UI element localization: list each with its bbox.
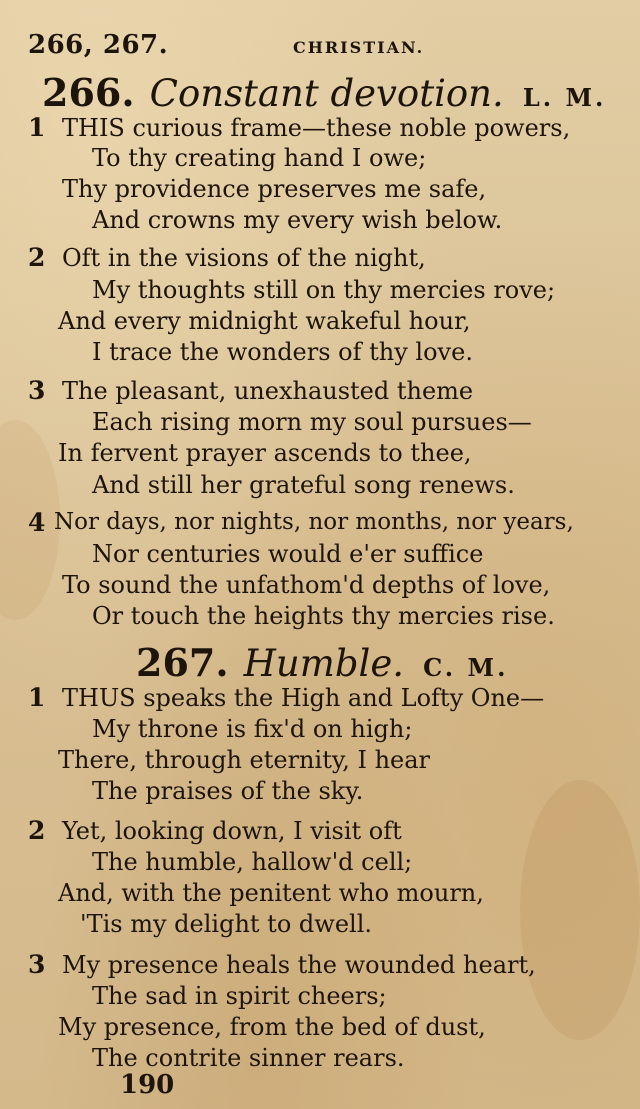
verse-line: Nor days, nor nights, nor months, nor years, <box>54 509 574 535</box>
verse-line: The praises of the sky. <box>92 777 364 805</box>
verse-line: The pleasant, unexhausted theme <box>62 377 474 405</box>
verse-line: Each rising morn my soul pursues— <box>92 408 532 436</box>
verse-line: THIS curious frame—these noble powers, <box>62 114 571 142</box>
verse-line: Or touch the heights thy mercies rise. <box>92 602 555 630</box>
verse-line: And every midnight wakeful hour, <box>58 307 471 335</box>
verse-line: To thy creating hand I owe; <box>92 144 427 172</box>
hymn-meter: L. M. <box>522 83 607 112</box>
verse-line: Nor centuries would e'er suffice <box>92 540 484 568</box>
verse-line: Yet, looking down, I visit oft <box>62 817 402 845</box>
verse-number: 2 <box>28 816 46 845</box>
hymn-267-title <box>136 640 508 685</box>
verse-number: 1 <box>28 683 46 712</box>
verse-line: My presence, from the bed of dust, <box>58 1013 486 1041</box>
header-page-numbers: 266, 267. <box>28 30 169 60</box>
hymn-number: 266. <box>42 70 135 115</box>
verse-line: My throne is fix'd on high; <box>92 715 413 743</box>
hymn-name: Humble. <box>243 642 405 685</box>
verse-line: And crowns my every wish below. <box>92 206 503 234</box>
verse-line: 'Tis my delight to dwell. <box>80 910 372 938</box>
verse-line: My presence heals the wounded heart, <box>62 951 536 979</box>
paper-stain <box>520 780 640 1040</box>
page-header <box>28 30 628 60</box>
verse-line: And, with the penitent who mourn, <box>58 879 484 907</box>
verse-line: The contrite sinner rears. <box>92 1044 405 1072</box>
verse-number: 2 <box>28 243 46 272</box>
verse-line: To sound the unfathom'd depths of love, <box>62 571 551 599</box>
page-number: 190 <box>120 1070 175 1100</box>
verse-line: And still her grateful song renews. <box>92 471 515 499</box>
hymn-number: 267. <box>136 640 229 685</box>
verse-line: The sad in spirit cheers; <box>92 982 387 1010</box>
verse-number: 3 <box>28 950 46 979</box>
verse-line: In fervent prayer ascends to thee, <box>58 439 472 467</box>
verse-line: My thoughts still on thy mercies rove; <box>92 276 556 304</box>
verse-number: 1 <box>28 113 46 142</box>
verse-number: 4 <box>28 508 46 537</box>
verse-number: 3 <box>28 376 46 405</box>
hymn-266-title <box>42 70 606 115</box>
verse-line: I trace the wonders of thy love. <box>92 338 473 366</box>
hymn-meter: C. M. <box>423 653 509 682</box>
verse-line: THUS speaks the High and Lofty One— <box>62 684 545 712</box>
running-title: CHRISTIAN. <box>293 38 425 57</box>
verse-line: There, through eternity, I hear <box>58 746 431 774</box>
verse-line: Thy providence preserves me safe, <box>62 175 487 203</box>
verse-line: Oft in the visions of the night, <box>62 244 426 272</box>
verse-line: The humble, hallow'd cell; <box>92 848 413 876</box>
hymn-name: Constant devotion. <box>149 72 504 115</box>
